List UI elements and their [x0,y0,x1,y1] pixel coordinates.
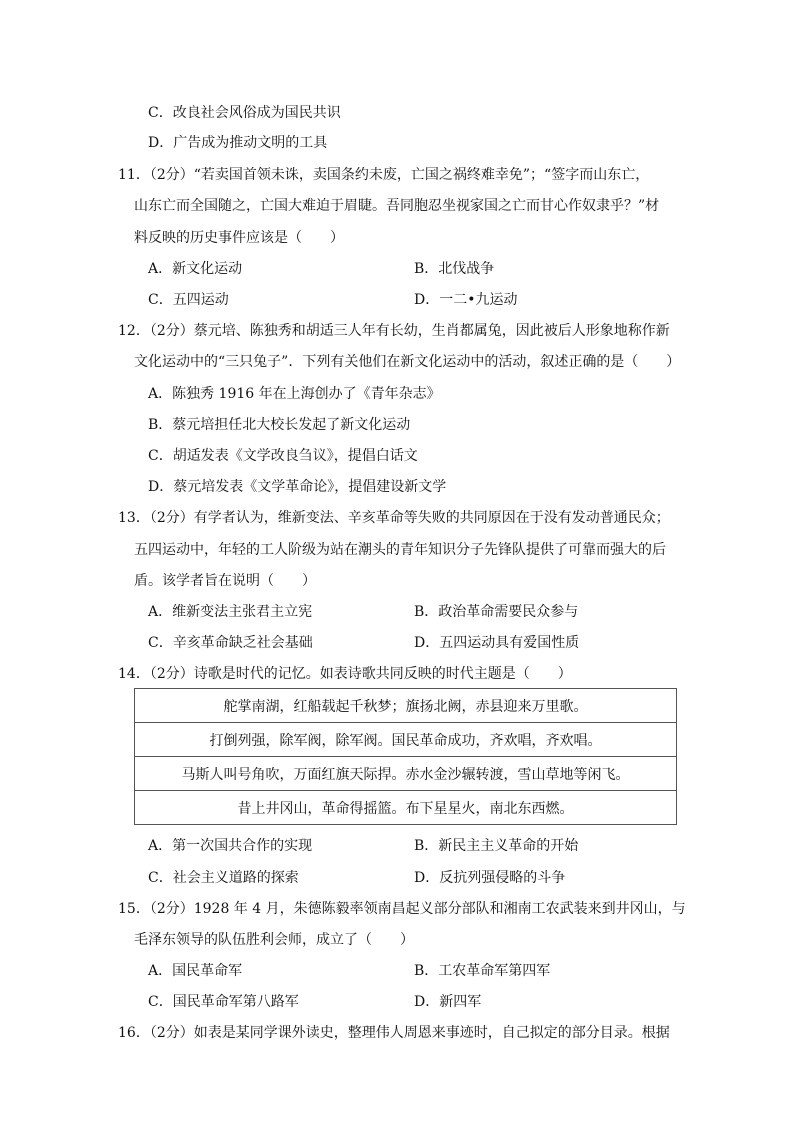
q12-stem-line2: 文化运动中的“三只兔子”．下列有关他们在新文化运动中的活动，叙述正确的是（ ） [134,354,681,370]
q12-option-c: C．胡适发表《文学改良刍议》，提倡白话文 [148,448,418,464]
q13-option-b: B．政治革命需要民众参与 [414,604,579,620]
poem-row: 打倒列强，除军阀，除军阀。国民革命成功，齐欢唱，齐欢唱。 [135,723,676,757]
q14-option-a: A．第一次国共合作的实现 [148,838,313,854]
q13-option-d: D．五四运动具有爱国性质 [414,635,580,651]
q12-option-a: A．陈独秀 1916 年在上海创办了《青年杂志》 [148,386,441,402]
q11-option-c: C．五四运动 [148,292,229,308]
q13-stem-line2: 五四运动中，年轻的工人阶级为站在潮头的青年知识分子先锋队提供了可靠而强大的后 [134,542,666,558]
q14-stem-line1: 14．（2分）诗歌是时代的记忆。如表诗歌共同反映的时代主题是（ ） [118,666,572,682]
q14-option-c: C．社会主义道路的探索 [148,870,299,886]
q16-stem-line1: 16．（2分）如表是某同学课外读史，整理伟人周恩来事迹时，自己拟定的部分目录。根据 [118,1025,670,1041]
q11-option-b: B．北伐战争 [414,261,495,277]
poem-row: 舵掌南湖，红船载起千秋梦；旗扬北阙，赤县迎来万里歌。 [135,689,676,723]
q12-option-b: B．蔡元培担任北大校长发起了新文化运动 [148,417,411,433]
q11-stem-line2: 山东亡而全国随之，亡国大难迫于眉睫。吾同胞忍坐视家国之亡而甘心作奴隶乎？”材 [134,198,660,214]
q14-option-b: B．新民主主义革命的开始 [414,838,579,854]
q14-option-d: D．反抗列强侵略的斗争 [414,870,566,886]
poem-table [134,688,677,825]
poem-row: 昔上井冈山，革命得摇篮。布下星星火，南北东西燃。 [237,800,574,817]
q13-stem-line1: 13．（2分）有学者认为，维新变法、辛亥革命等失败的共同原因在于没有发动普通民众； [118,510,670,526]
q15-option-c: C．国民革命军第八路军 [148,994,299,1010]
q10-option-c: C．改良社会风俗成为国民共识 [148,105,341,121]
q10-option-d: D．广告成为推动文明的工具 [148,135,328,151]
q15-stem-line1: 15．（2分）1928 年 4 月，朱德陈毅率领南昌起义部分部队和湘南工农武装来到井冈山，与 [118,901,686,917]
q15-option-d: D．新四军 [414,994,482,1010]
q12-stem-line1: 12．（2分）蔡元培、陈独秀和胡适三人年有长幼，生肖都属兔，因此被后人形象地称作新 [118,323,670,339]
q11-stem-line1: 11．（2分）“若卖国首领未诛，卖国条约未废，亡国之祸终难幸免”；“签字而山东亡， [118,167,650,183]
poem-row: 马斯人叫号角吹，万面红旗天际捍。赤水金沙辗转渡，雪山草地等闲飞。 [135,757,676,791]
q13-stem-line3: 盾。该学者旨在说明（ ） [134,573,316,589]
q11-option-a: A．新文化运动 [148,261,243,277]
q11-stem-line3: 料反映的历史事件应该是（ ） [134,230,344,246]
q13-option-c: C．辛亥革命缺乏社会基础 [148,635,313,651]
q15-option-b: B．工农革命军第四军 [414,963,551,979]
q15-option-a: A．国民革命军 [148,963,243,979]
q12-option-d: D．蔡元培发表《文学革命论》，提倡建设新文学 [148,479,447,495]
q11-option-d: D．一二•九运动 [414,292,518,308]
q15-stem-line2: 毛泽东领导的队伍胜利会师，成立了（ ） [134,932,414,948]
q13-option-a: A．维新变法主张君主立宪 [148,604,313,620]
